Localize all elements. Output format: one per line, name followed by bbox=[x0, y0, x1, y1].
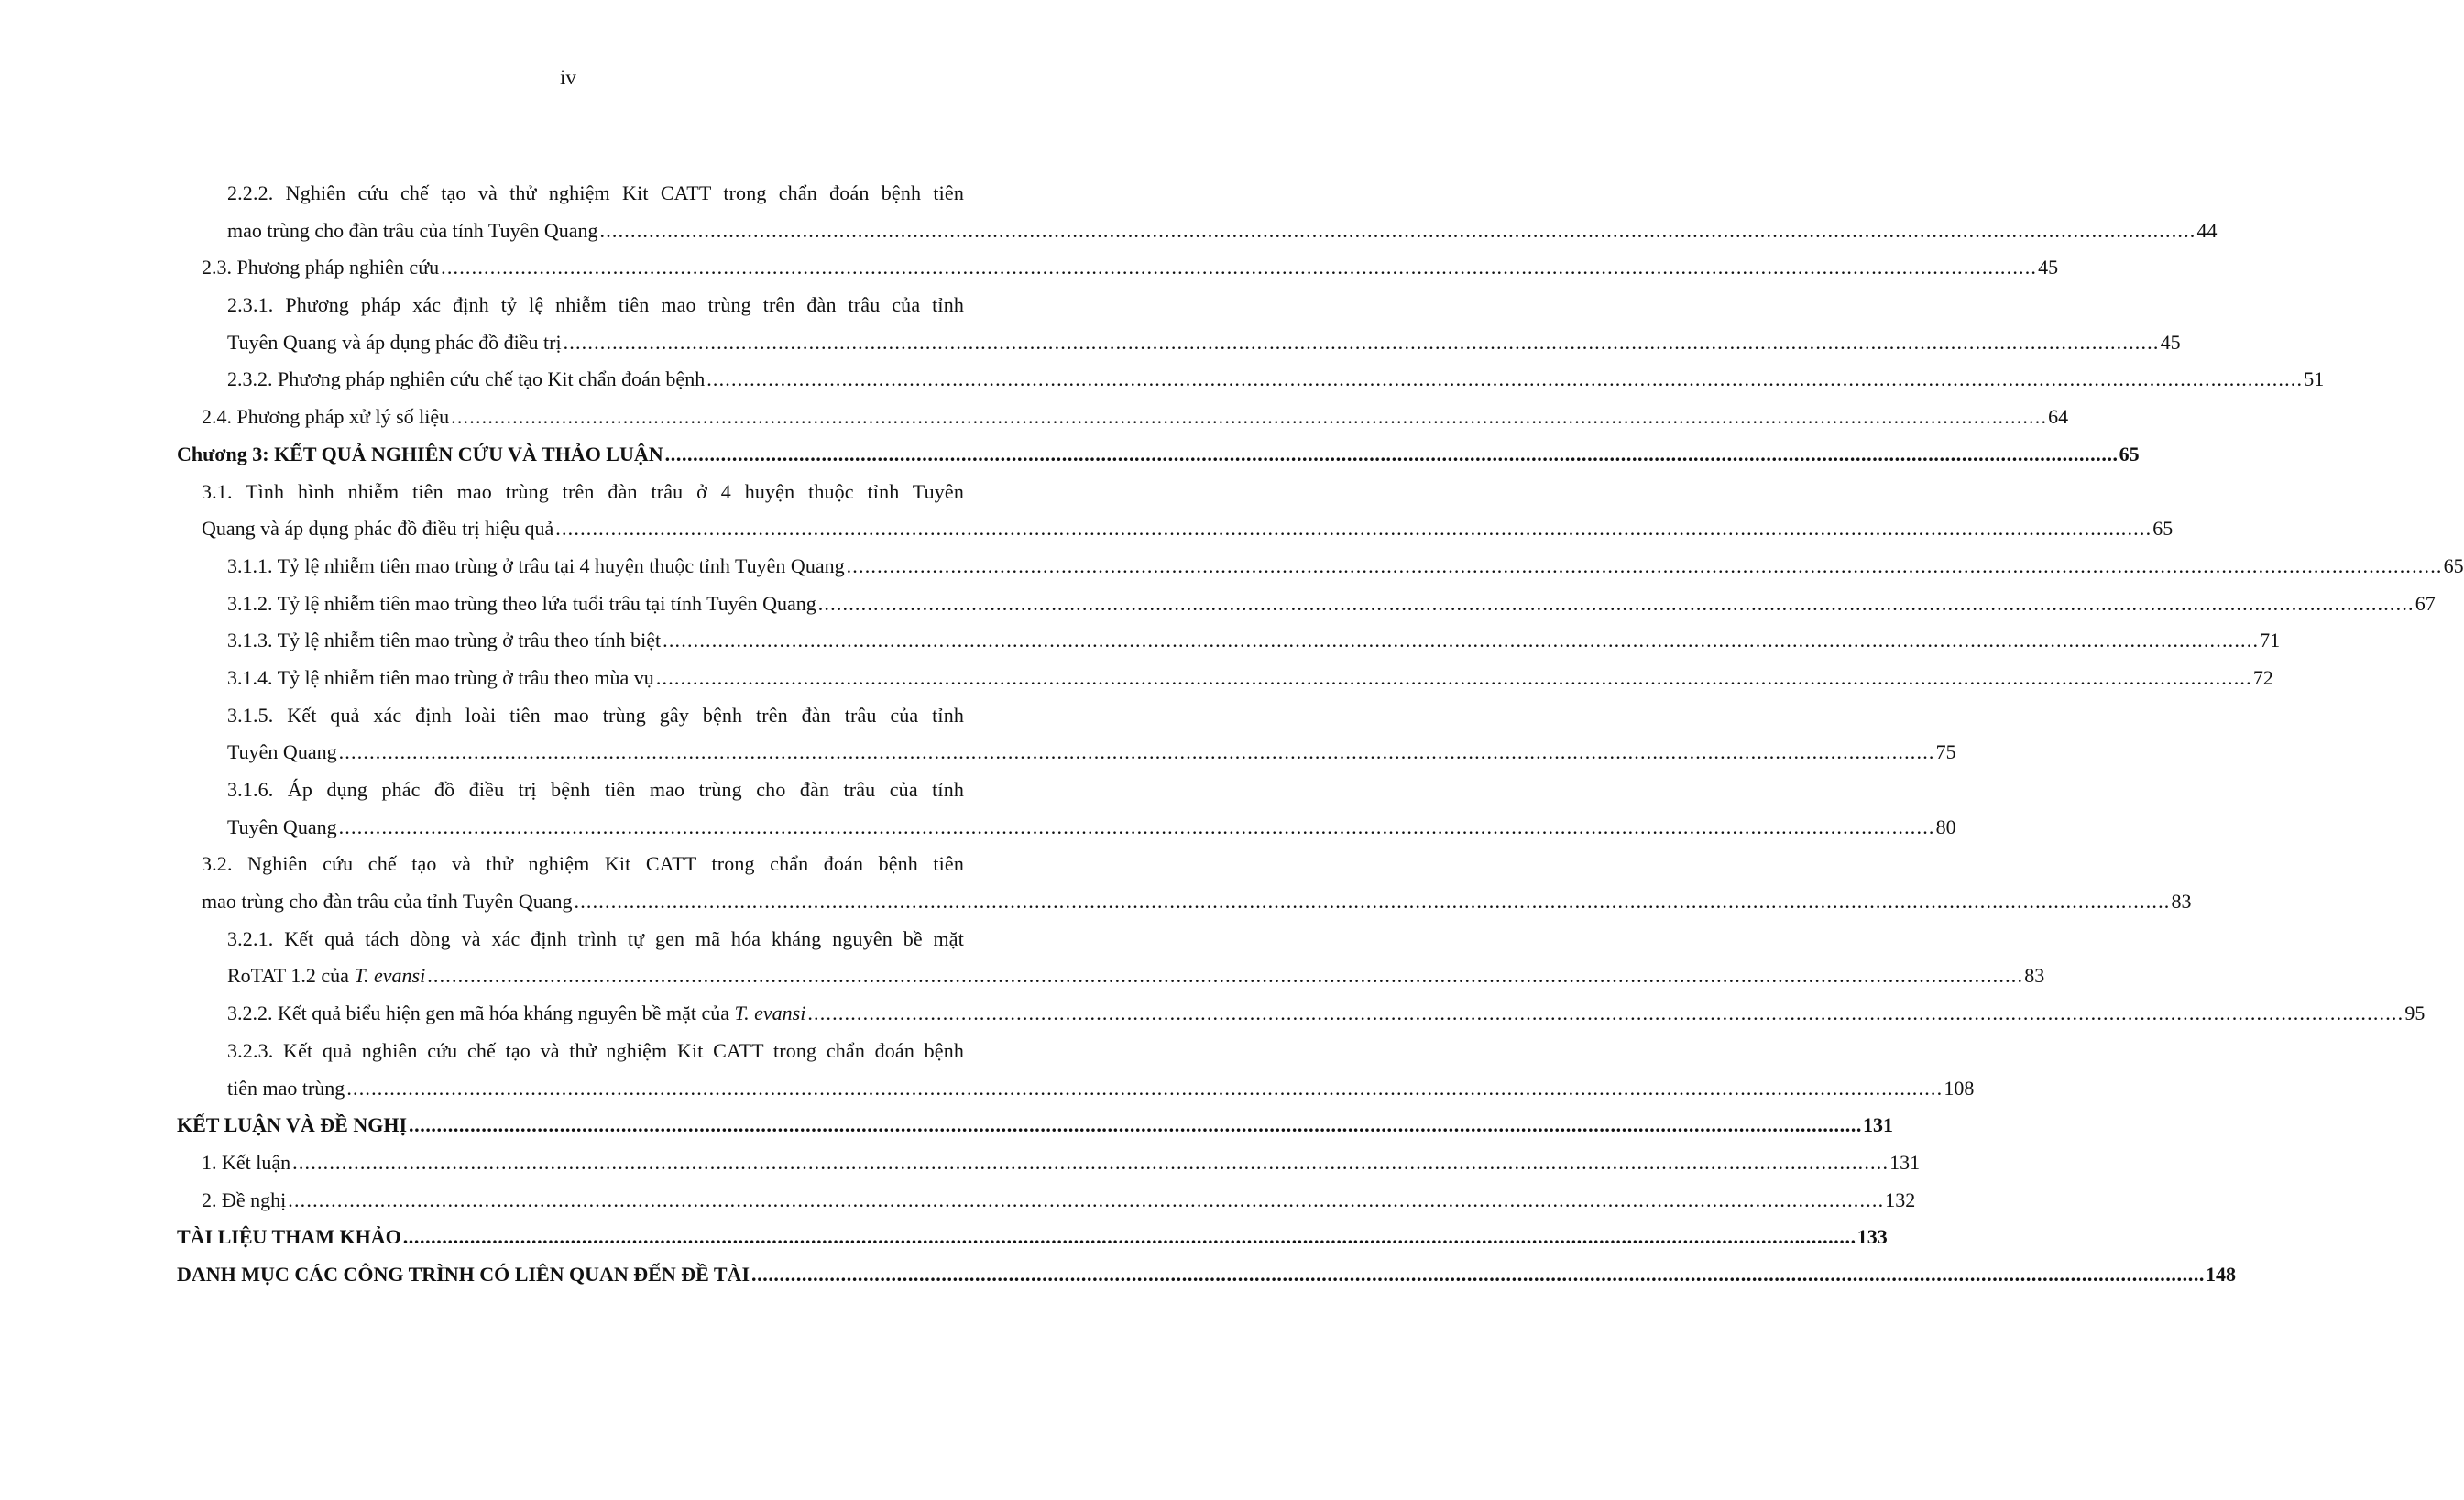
dot-leader: .................................................................................................................................................................................................................................................................... bbox=[846, 553, 2443, 577]
toc-entry[interactable] bbox=[177, 1107, 1894, 1144]
toc-entry-row bbox=[227, 324, 2181, 362]
toc-entry-title bbox=[202, 1182, 286, 1220]
toc-page-number: 67 bbox=[2415, 591, 2436, 615]
toc-entry-title-line: 3.2.3. Kết quả nghiên cứu chế tạo và thử nghiệm Kit CATT trong chẩn đoán bệnh bbox=[227, 1038, 964, 1062]
toc-entry-title-text: TÀI LIỆU THAM KHẢO bbox=[177, 1225, 401, 1249]
toc-entry-row bbox=[202, 1144, 1921, 1182]
toc-entry[interactable] bbox=[177, 361, 2325, 399]
toc-entry-row bbox=[177, 1256, 2237, 1294]
toc-entry-title-text: 3.1.4. Tỷ lệ nhiễm tiên mao trùng ở trâu theo mùa vụ bbox=[227, 665, 654, 689]
toc-entry-title bbox=[177, 1256, 750, 1294]
dot-leader: .................................................................................................................................................................................................................................................................... bbox=[338, 740, 1935, 764]
toc-entry-title-line: 3.1.5. Kết quả xác định loài tiên mao trùng gây bệnh trên đàn trâu của tỉnh bbox=[227, 703, 964, 727]
toc-entry-title bbox=[227, 660, 654, 697]
toc-entry-title bbox=[227, 361, 705, 399]
toc-page-number: 45 bbox=[2038, 256, 2059, 279]
toc-entry-title-text: tiên mao trùng bbox=[227, 1076, 345, 1100]
toc-entry-row bbox=[227, 660, 2273, 697]
dot-leader: .................................................................................................................................................................................................................................................................... bbox=[427, 964, 2024, 988]
toc-entry-title-text: Tuyên Quang và áp dụng phác đồ điều trị bbox=[227, 330, 562, 354]
toc-page-number: 131 bbox=[1889, 1150, 1921, 1174]
toc-page-number: 65 bbox=[2119, 442, 2140, 465]
toc-entry[interactable] bbox=[177, 1144, 1921, 1182]
toc-entry-title-text: KẾT LUẬN VÀ ĐỀ NGHỊ bbox=[177, 1113, 408, 1137]
toc-page-number: 51 bbox=[2304, 367, 2325, 391]
toc-entry-row bbox=[227, 361, 2325, 399]
toc-entry[interactable] bbox=[177, 287, 2181, 361]
toc-entry-title bbox=[202, 249, 439, 287]
toc-page-number: 132 bbox=[1885, 1188, 1916, 1211]
toc-entry[interactable] bbox=[177, 660, 2273, 697]
toc-page-number: 65 bbox=[2443, 553, 2464, 577]
toc-entry-row bbox=[227, 995, 2426, 1033]
toc-entry-title bbox=[227, 1070, 345, 1108]
toc-page-number: 83 bbox=[2024, 964, 2045, 988]
species-name: T. evansi bbox=[354, 964, 426, 988]
toc-entry-title bbox=[177, 1219, 401, 1256]
toc-entry[interactable] bbox=[177, 1182, 1916, 1220]
dot-leader: .................................................................................................................................................................................................................................................................... bbox=[574, 890, 2171, 914]
toc-entry-row bbox=[177, 436, 2140, 474]
toc-entry-row bbox=[227, 548, 2464, 586]
dot-leader: .................................................................................................................................................................................................................................................................... bbox=[338, 815, 1935, 838]
toc-entry-title-line: 2.3.1. Phương pháp xác định tỷ lệ nhiễm tiên mao trùng trên đàn trâu của tỉnh bbox=[227, 293, 964, 317]
toc-entry-title bbox=[227, 995, 805, 1033]
toc-entry[interactable] bbox=[177, 1219, 1888, 1256]
toc-entry-title-text: 3.1.3. Tỷ lệ nhiễm tiên mao trùng ở trâu theo tính biệt bbox=[227, 629, 662, 652]
toc-entry-row bbox=[227, 622, 2281, 660]
toc-page-number: 45 bbox=[2160, 330, 2181, 354]
page-number: iv bbox=[560, 66, 576, 89]
dot-leader: .................................................................................................................................................................................................................................................................... bbox=[409, 1113, 1863, 1137]
toc-entry-title-text: Tuyên Quang bbox=[227, 740, 337, 764]
toc-entry-row bbox=[202, 510, 2174, 548]
toc-entry-row bbox=[227, 734, 1956, 772]
toc-entry-title-line: 3.1.6. Áp dụng phác đồ điều trị bệnh tiên mao trùng cho đàn trâu của tỉnh bbox=[227, 778, 964, 801]
dot-leader: .................................................................................................................................................................................................................................................................... bbox=[402, 1225, 1856, 1249]
toc-entry[interactable] bbox=[177, 1256, 2237, 1294]
toc-entry-title bbox=[177, 1107, 407, 1144]
dot-leader: .................................................................................................................................................................................................................................................................... bbox=[292, 1150, 1889, 1174]
toc-entry-title-text: Chương 3: KẾT QUẢ NGHIÊN CỨU VÀ THẢO LUẬN bbox=[177, 442, 663, 465]
dot-leader: .................................................................................................................................................................................................................................................................... bbox=[346, 1076, 1944, 1100]
toc-entry-title-text: 2. Đề nghị bbox=[202, 1188, 287, 1211]
toc-entry-title-text: 3.1.2. Tỷ lệ nhiễm tiên mao trùng theo lứa tuổi trâu tại tỉnh Tuyên Quang bbox=[227, 591, 816, 615]
toc-entry[interactable] bbox=[177, 548, 2464, 586]
toc-entry-title-text: Quang và áp dụng phác đồ điều trị hiệu quả bbox=[202, 517, 554, 541]
toc-page-number: 108 bbox=[1944, 1076, 1975, 1100]
species-name: T. evansi bbox=[734, 1002, 806, 1025]
toc-entry-row bbox=[177, 1107, 1894, 1144]
dot-leader: .................................................................................................................................................................................................................................................................... bbox=[664, 442, 2119, 465]
toc-entry-title bbox=[227, 809, 337, 847]
toc-entry-title-text: 3.2.2. Kết quả biểu hiện gen mã hóa kháng nguyên bề mặt của bbox=[227, 1002, 735, 1025]
dot-leader: .................................................................................................................................................................................................................................................................... bbox=[563, 330, 2160, 354]
toc-entry-title bbox=[202, 399, 449, 436]
toc-page-number: 75 bbox=[1935, 740, 1956, 764]
dot-leader: .................................................................................................................................................................................................................................................................... bbox=[706, 367, 2304, 391]
toc-entry-title-line: 3.2.1. Kết quả tách dòng và xác định trình tự gen mã hóa kháng nguyên bề mặt bbox=[227, 926, 964, 950]
toc-entry[interactable] bbox=[177, 995, 2426, 1033]
toc-entry-title-line: 3.1. Tình hình nhiễm tiên mao trùng trên đàn trâu ở 4 huyện thuộc tỉnh Tuyên bbox=[202, 479, 964, 503]
toc-entry[interactable] bbox=[177, 249, 2059, 287]
toc-entry-title bbox=[227, 622, 661, 660]
toc-entry[interactable] bbox=[177, 586, 2436, 623]
toc-entry-title-text: 2.3.2. Phương pháp nghiên cứu chế tạo Kit chẩn đoán bệnh bbox=[227, 367, 706, 391]
toc-entry[interactable] bbox=[177, 175, 2218, 249]
toc-entry[interactable] bbox=[177, 921, 2045, 995]
toc-entry[interactable] bbox=[177, 846, 2192, 920]
toc-page-number: 64 bbox=[2048, 405, 2069, 429]
toc-entry-row bbox=[202, 883, 2192, 921]
toc-page-number: 133 bbox=[1856, 1225, 1888, 1249]
toc-entry-title bbox=[227, 958, 425, 995]
toc-entry-row bbox=[227, 586, 2436, 623]
toc-page-number: 148 bbox=[2206, 1262, 2237, 1286]
toc-entry-title-text: 3.1.1. Tỷ lệ nhiễm tiên mao trùng ở trâu tại 4 huyện thuộc tỉnh Tuyên Quang bbox=[227, 553, 845, 577]
toc-page-number: 83 bbox=[2171, 890, 2192, 914]
dot-leader: .................................................................................................................................................................................................................................................................... bbox=[599, 218, 2196, 242]
toc-entry-title bbox=[227, 548, 845, 586]
toc-entry[interactable] bbox=[177, 697, 1956, 772]
toc-entry-title-line: 2.2.2. Nghiên cứu chế tạo và thử nghiệm Kit CATT trong chẩn đoán bệnh tiên bbox=[227, 181, 964, 204]
toc-entry-row bbox=[202, 249, 2059, 287]
toc-entry-title bbox=[202, 510, 553, 548]
dot-leader: .................................................................................................................................................................................................................................................................... bbox=[807, 1002, 2404, 1025]
toc-entry-title-text: 2.3. Phương pháp nghiên cứu bbox=[202, 256, 440, 279]
dot-leader: .................................................................................................................................................................................................................................................................... bbox=[555, 517, 2152, 541]
toc-page-number: 80 bbox=[1935, 815, 1956, 838]
toc-page-number: 95 bbox=[2404, 1002, 2426, 1025]
toc-entry[interactable] bbox=[177, 474, 2174, 548]
toc-entry-row bbox=[227, 213, 2218, 250]
toc-page-number: 71 bbox=[2260, 629, 2281, 652]
toc-entry-title-text: 1. Kết luận bbox=[202, 1150, 291, 1174]
toc-entry-title-text: 2.4. Phương pháp xử lý số liệu bbox=[202, 405, 450, 429]
dot-leader: .................................................................................................................................................................................................................................................................... bbox=[751, 1262, 2206, 1286]
toc-entry-title-text: DANH MỤC CÁC CÔNG TRÌNH CÓ LIÊN QUAN ĐẾN ĐỀ TÀI bbox=[177, 1262, 750, 1286]
toc-entry-row bbox=[227, 809, 1956, 847]
dot-leader: .................................................................................................................................................................................................................................................................... bbox=[817, 591, 2415, 615]
toc-entry-row bbox=[227, 958, 2045, 995]
toc-entry-title bbox=[227, 734, 337, 772]
dot-leader: .................................................................................................................................................................................................................................................................... bbox=[663, 629, 2260, 652]
toc-entry-title bbox=[227, 213, 598, 250]
toc-entry-row bbox=[227, 1070, 1975, 1108]
toc-entry[interactable] bbox=[177, 772, 1956, 846]
toc-entry-title bbox=[227, 586, 816, 623]
toc-entry-row bbox=[177, 1219, 1888, 1256]
toc-entry-title-text: RoTAT 1.2 của bbox=[227, 964, 355, 988]
toc-entry-title bbox=[202, 1144, 290, 1182]
toc-page-number: 65 bbox=[2152, 517, 2174, 541]
toc-entry[interactable] bbox=[177, 436, 2140, 474]
dot-leader: .................................................................................................................................................................................................................................................................... bbox=[441, 256, 2038, 279]
toc-entry-title-text: mao trùng cho đàn trâu của tỉnh Tuyên Quang bbox=[202, 890, 573, 914]
toc-page-number: 44 bbox=[2196, 218, 2218, 242]
toc-page-number: 131 bbox=[1863, 1113, 1894, 1137]
dot-leader: .................................................................................................................................................................................................................................................................... bbox=[288, 1188, 1885, 1211]
toc-entry-row bbox=[202, 1182, 1916, 1220]
dot-leader: .................................................................................................................................................................................................................................................................... bbox=[451, 405, 2048, 429]
toc-entry-title bbox=[227, 324, 562, 362]
toc-entry-title-line: 3.2. Nghiên cứu chế tạo và thử nghiệm Kit CATT trong chẩn đoán bệnh tiên bbox=[202, 852, 964, 876]
toc-entry-title-text: Tuyên Quang bbox=[227, 815, 337, 838]
toc-entry-title-text: mao trùng cho đàn trâu của tỉnh Tuyên Quang bbox=[227, 218, 598, 242]
table-of-contents bbox=[177, 175, 2464, 1294]
dot-leader: .................................................................................................................................................................................................................................................................... bbox=[655, 665, 2252, 689]
toc-entry[interactable] bbox=[177, 399, 2069, 436]
toc-entry-title bbox=[202, 883, 573, 921]
toc-page-number: 72 bbox=[2252, 665, 2273, 689]
toc-entry-row bbox=[202, 399, 2069, 436]
toc-entry[interactable] bbox=[177, 1033, 1975, 1107]
toc-entry-title bbox=[177, 436, 663, 474]
toc-entry[interactable] bbox=[177, 622, 2281, 660]
